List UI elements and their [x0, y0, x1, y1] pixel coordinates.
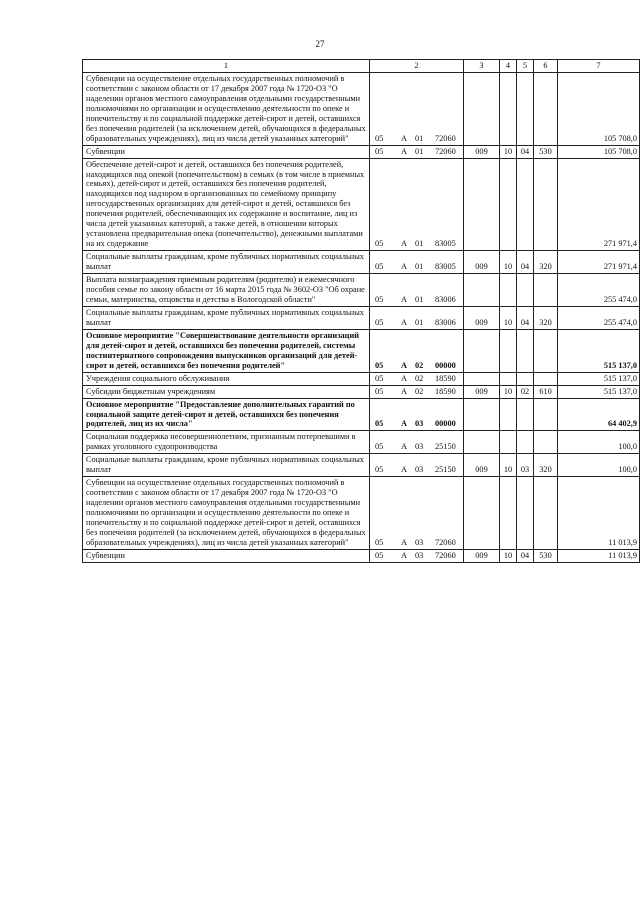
- target-code: [370, 398, 464, 431]
- code-subprogram: А: [401, 373, 407, 383]
- table-row: [83, 274, 640, 307]
- target-code: [370, 251, 464, 274]
- code-direction: 72060: [435, 146, 456, 156]
- code-program: 05: [375, 550, 384, 560]
- code-expense-type: [534, 329, 558, 372]
- row-name: Учреждения социального обслуживания: [83, 372, 370, 385]
- code-event: 03: [415, 537, 424, 547]
- code-expense-type: [534, 158, 558, 251]
- target-code: [370, 72, 464, 145]
- code-subsection: 04: [517, 549, 534, 562]
- code-subprogram: А: [401, 419, 407, 429]
- row-amount: 271 971,4: [558, 251, 640, 274]
- code-expense-type: [534, 372, 558, 385]
- code-subsection: 04: [517, 145, 534, 158]
- code-section: [500, 158, 517, 251]
- code-subsection: [517, 477, 534, 550]
- row-amount: 271 971,4: [558, 158, 640, 251]
- code-subprogram: А: [401, 146, 407, 156]
- code-program: 05: [375, 262, 384, 272]
- code-direction: 25150: [435, 465, 456, 475]
- table-row: [83, 306, 640, 329]
- code-subprogram: А: [401, 537, 407, 547]
- header-cell-6: 6: [534, 60, 558, 73]
- header-cell-1: 1: [83, 60, 370, 73]
- table-row: [83, 398, 640, 431]
- target-code: [370, 477, 464, 550]
- code-grbs: [464, 477, 500, 550]
- code-expense-type: [534, 398, 558, 431]
- code-program: 05: [375, 373, 384, 383]
- code-grbs: [464, 274, 500, 307]
- header-cell-3: 3: [464, 60, 500, 73]
- code-program: 05: [375, 465, 384, 475]
- code-subsection: [517, 431, 534, 454]
- code-subsection: [517, 372, 534, 385]
- code-grbs: 009: [464, 145, 500, 158]
- code-event: 02: [415, 373, 424, 383]
- row-name: Социальные выплаты гражданам, кроме публичных нормативных социальных выплат: [83, 251, 370, 274]
- code-grbs: 009: [464, 385, 500, 398]
- code-program: 05: [375, 239, 384, 249]
- code-direction: 72060: [435, 537, 456, 547]
- row-amount: 515 137,0: [558, 385, 640, 398]
- code-section: [500, 477, 517, 550]
- code-direction: 72060: [435, 133, 456, 143]
- code-grbs: 009: [464, 306, 500, 329]
- code-subsection: [517, 72, 534, 145]
- code-expense-type: 530: [534, 549, 558, 562]
- code-section: [500, 398, 517, 431]
- code-direction: 83005: [435, 262, 456, 272]
- code-subsection: 02: [517, 385, 534, 398]
- code-direction: 00000: [435, 419, 456, 429]
- code-program: 05: [375, 360, 384, 370]
- target-code: [370, 385, 464, 398]
- row-name: Субвенции на осуществление отдельных государственных полномочий в соответствии с законом области от 17 декабря 2007 года № 1720-ОЗ "О наделении органов местного самоуправления отдельными государственными полномочиями по организации и осуществлению деятельности по опеке и попечительству и по социальной поддержке детей-сирот и детей, оставшихся без попечения родителей (за исключением детей, обучающихся в федеральных образовательных учреждениях), лиц из числа детей указанных категорий": [83, 72, 370, 145]
- code-program: 05: [375, 419, 384, 429]
- table-row: [83, 385, 640, 398]
- code-grbs: 009: [464, 454, 500, 477]
- code-subprogram: А: [401, 386, 407, 396]
- row-amount: 515 137,0: [558, 372, 640, 385]
- header-cell-4: 4: [500, 60, 517, 73]
- row-name: Субвенции на осуществление отдельных государственных полномочий в соответствии с законом области от 17 декабря 2007 года № 1720-ОЗ "О наделении органов местного самоуправления отдельными государственными полномочиями по организации и осуществлению деятельности по опеке и попечительству и по социальной поддержке детей-сирот и детей, оставшихся без попечения родителей (за исключением детей, обучающихся в федеральных образовательных учреждениях), лиц из числа детей указанных категорий": [83, 477, 370, 550]
- code-event: 03: [415, 442, 424, 452]
- code-subsection: [517, 329, 534, 372]
- code-grbs: 009: [464, 251, 500, 274]
- target-code: [370, 329, 464, 372]
- row-name: Субсидии бюджетным учреждениям: [83, 385, 370, 398]
- code-expense-type: 530: [534, 145, 558, 158]
- code-event: 01: [415, 133, 424, 143]
- row-amount: 515 137,0: [558, 329, 640, 372]
- code-expense-type: 320: [534, 306, 558, 329]
- code-section: 10: [500, 549, 517, 562]
- code-grbs: [464, 398, 500, 431]
- row-name: Социальные выплаты гражданам, кроме публичных нормативных социальных выплат: [83, 306, 370, 329]
- row-amount: 105 708,0: [558, 145, 640, 158]
- target-code: [370, 158, 464, 251]
- row-amount: 255 474,0: [558, 274, 640, 307]
- header-cell-5: 5: [517, 60, 534, 73]
- page-number: 27: [315, 39, 325, 49]
- code-event: 01: [415, 262, 424, 272]
- code-grbs: 009: [464, 549, 500, 562]
- code-direction: 18590: [435, 373, 456, 383]
- code-subsection: 04: [517, 251, 534, 274]
- table-row: [83, 431, 640, 454]
- code-subsection: [517, 274, 534, 307]
- code-subprogram: А: [401, 294, 407, 304]
- code-section: [500, 72, 517, 145]
- code-expense-type: [534, 431, 558, 454]
- code-section: 10: [500, 145, 517, 158]
- code-program: 05: [375, 317, 384, 327]
- code-program: 05: [375, 294, 384, 304]
- code-expense-type: [534, 274, 558, 307]
- code-direction: 83006: [435, 294, 456, 304]
- code-event: 01: [415, 146, 424, 156]
- row-name: Субвенции: [83, 549, 370, 562]
- target-code: [370, 454, 464, 477]
- code-subprogram: А: [401, 360, 407, 370]
- header-cell-7: 7: [558, 60, 640, 73]
- code-subprogram: А: [401, 442, 407, 452]
- code-section: 10: [500, 251, 517, 274]
- row-amount: 105 708,0: [558, 72, 640, 145]
- target-code: [370, 306, 464, 329]
- row-name: Обеспечение детей-сирот и детей, оставшихся без попечения родителей, находящихся под опекой (попечительством) в семьях (в том числе в приемных семьях), детей-сирот и детей, оставшихся без попечения родителей, находящихся под надзором в организованных по семейному принципу негосударственных организациях для детей-сирот и детей, оставшихся без попечения родителей, обеспечивающих их содержание и воспитание, лиц из числа детей указанных категорий, а также детей, в отношении которых установлена предварительная опека (попечительство), денежными выплатами на их содержание: [83, 158, 370, 251]
- code-event: 02: [415, 386, 424, 396]
- code-event: 03: [415, 419, 424, 429]
- code-subprogram: А: [401, 550, 407, 560]
- target-code: [370, 431, 464, 454]
- code-subsection: [517, 158, 534, 251]
- code-event: 03: [415, 550, 424, 560]
- target-code: [370, 145, 464, 158]
- code-event: 01: [415, 239, 424, 249]
- header-row: [83, 60, 640, 73]
- code-direction: 25150: [435, 442, 456, 452]
- row-amount: 255 474,0: [558, 306, 640, 329]
- code-grbs: [464, 431, 500, 454]
- code-program: 05: [375, 442, 384, 452]
- code-program: 05: [375, 537, 384, 547]
- row-name: Социальные выплаты гражданам, кроме публичных нормативных социальных выплат: [83, 454, 370, 477]
- table-body: [83, 60, 640, 563]
- code-subprogram: А: [401, 262, 407, 272]
- code-section: [500, 329, 517, 372]
- code-program: 05: [375, 146, 384, 156]
- code-direction: 83005: [435, 239, 456, 249]
- code-section: [500, 372, 517, 385]
- code-section: 10: [500, 454, 517, 477]
- table-row: [83, 454, 640, 477]
- code-subsection: 04: [517, 306, 534, 329]
- code-event: 01: [415, 294, 424, 304]
- row-name: Основное мероприятие "Совершенствование деятельности организаций для детей-сирот и детей, оставшихся без попечения родителей, системы постинтернатного сопровождения выпускников организаций для детей-сирот и детей, оставшихся без попечения родителей": [83, 329, 370, 372]
- table-row: [83, 329, 640, 372]
- code-subprogram: А: [401, 465, 407, 475]
- code-grbs: [464, 158, 500, 251]
- code-subsection: [517, 398, 534, 431]
- code-grbs: [464, 372, 500, 385]
- code-program: 05: [375, 133, 384, 143]
- budget-table: [82, 59, 640, 563]
- code-event: 02: [415, 360, 424, 370]
- table-row: [83, 251, 640, 274]
- row-amount: 11 013,9: [558, 549, 640, 562]
- table-row: [83, 477, 640, 550]
- code-expense-type: [534, 72, 558, 145]
- code-event: 01: [415, 317, 424, 327]
- target-code: [370, 372, 464, 385]
- code-subprogram: А: [401, 133, 407, 143]
- code-expense-type: 320: [534, 454, 558, 477]
- row-amount: 100,0: [558, 454, 640, 477]
- row-amount: 64 402,9: [558, 398, 640, 431]
- row-name: Выплата вознаграждения приемным родителям (родителю) и ежемесячного пособия семье по закону области от 16 марта 2015 года № 3602-ОЗ "Об охране семьи, материнства, отцовства и детства в Вологодской области": [83, 274, 370, 307]
- code-section: 10: [500, 385, 517, 398]
- table-row: [83, 72, 640, 145]
- row-amount: 11 013,9: [558, 477, 640, 550]
- code-direction: 18590: [435, 386, 456, 396]
- target-code: [370, 549, 464, 562]
- row-name: Основное мероприятие "Предоставление дополнительных гарантий по социальной защите детей-сирот и детей, оставшихся без попечения родителей, лиц из их числа": [83, 398, 370, 431]
- row-name: Субвенции: [83, 145, 370, 158]
- code-direction: 00000: [435, 360, 456, 370]
- code-direction: 72060: [435, 550, 456, 560]
- code-section: 10: [500, 306, 517, 329]
- row-amount: 100,0: [558, 431, 640, 454]
- code-section: [500, 274, 517, 307]
- code-subprogram: А: [401, 239, 407, 249]
- header-cell-2: 2: [370, 60, 464, 73]
- code-subprogram: А: [401, 317, 407, 327]
- code-expense-type: 610: [534, 385, 558, 398]
- table-row: [83, 145, 640, 158]
- code-expense-type: 320: [534, 251, 558, 274]
- code-direction: 83006: [435, 317, 456, 327]
- code-section: [500, 431, 517, 454]
- code-event: 03: [415, 465, 424, 475]
- table-row: [83, 158, 640, 251]
- code-grbs: [464, 329, 500, 372]
- table-row: [83, 549, 640, 562]
- row-name: Социальная поддержка несовершеннолетним, признанным потерпевшими в рамках уголовного судопроизводства: [83, 431, 370, 454]
- code-grbs: [464, 72, 500, 145]
- target-code: [370, 274, 464, 307]
- code-program: 05: [375, 386, 384, 396]
- table-row: [83, 372, 640, 385]
- code-expense-type: [534, 477, 558, 550]
- code-subsection: 03: [517, 454, 534, 477]
